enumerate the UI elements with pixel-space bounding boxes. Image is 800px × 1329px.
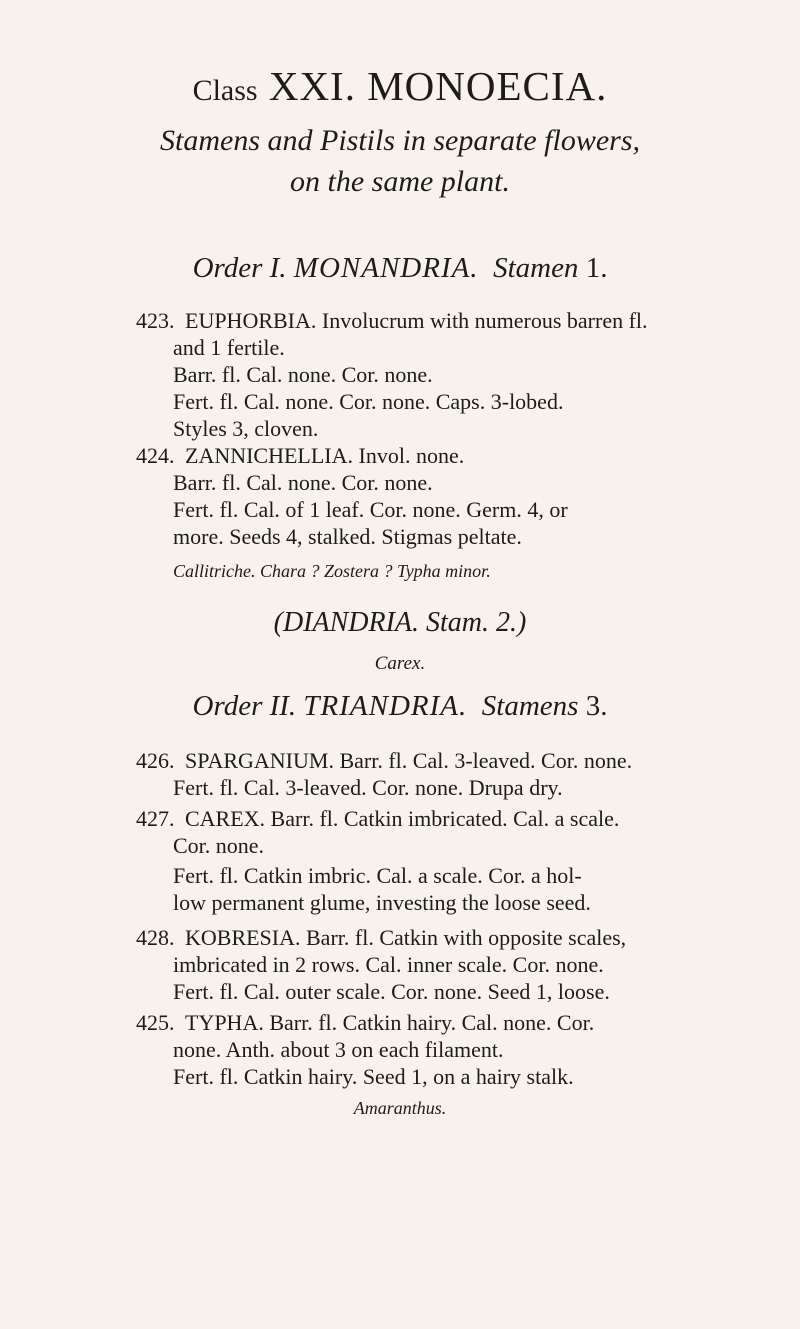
class-label: Class	[192, 74, 258, 107]
entry-line: Styles 3, cloven.	[173, 416, 319, 441]
entry-line: Fert. fl. Cal. outer scale. Cor. none. Seed 1, loose.	[173, 979, 610, 1004]
class-number: XXI.	[268, 63, 356, 109]
entry-line: CAREX. Barr. fl. Catkin imbricated. Cal. a scale.	[185, 806, 620, 831]
entry-line: Barr. fl. Cal. none. Cor. none.	[173, 362, 433, 387]
entry-line: EUPHORBIA. Involucrum with numerous barren fl.	[185, 308, 648, 333]
order-2-stamen-label: Stamens	[481, 690, 579, 722]
entry-line: more. Seeds 4, stalked. Stigmas peltate.	[173, 524, 522, 549]
entry-line: SPARGANIUM. Barr. fl. Cal. 3-leaved. Cor. none.	[185, 748, 633, 773]
entry-line: TYPHA. Barr. fl. Catkin hairy. Cal. none. Cor.	[185, 1010, 595, 1035]
entry-line: Fert. fl. Cal. 3-leaved. Cor. none. Drupa dry.	[173, 775, 563, 800]
entry-line: and 1 fertile.	[173, 335, 285, 360]
order-1-stamen-count: 1.	[585, 252, 608, 284]
class-name: MONOECIA.	[367, 63, 608, 109]
subtitle-line-1: Stamens and Pistils in separate flowers,	[160, 124, 640, 157]
order-1-label: Order I.	[192, 252, 287, 284]
order-2-stamen-count: 3.	[585, 690, 608, 722]
entry-number: 427.	[136, 806, 175, 831]
entry-number: 425.	[136, 1010, 175, 1035]
entry-number: 424.	[136, 443, 175, 468]
footer-note: Amaranthus.	[353, 1098, 447, 1118]
entry-line: none. Anth. about 3 on each filament.	[173, 1037, 504, 1062]
subtitle-line-2: on the same plant.	[290, 165, 510, 198]
entry-line: Fert. fl. Cal. none. Cor. none. Caps. 3-lobed.	[173, 389, 564, 414]
order-1-heading	[0, 252, 800, 285]
order-2-heading	[0, 690, 800, 723]
entry-line: imbricated in 2 rows. Cal. inner scale. Cor. none.	[173, 952, 604, 977]
entry-number: 423.	[136, 308, 175, 333]
class-heading	[0, 62, 800, 110]
entry-line: KOBRESIA. Barr. fl. Catkin with opposite scales,	[185, 925, 627, 950]
entry-number: 428.	[136, 925, 175, 950]
carex-note: Carex.	[374, 653, 426, 674]
entry-line: Fert. fl. Cal. of 1 leaf. Cor. none. Germ. 4, or	[173, 497, 568, 522]
entry-line: Cor. none.	[173, 833, 265, 858]
order-2-name: TRIANDRIA.	[303, 690, 468, 722]
entry-line: Fert. fl. Catkin hairy. Seed 1, on a hairy stalk.	[173, 1064, 574, 1089]
entry-number: 426.	[136, 748, 175, 773]
entry-line: Barr. fl. Cal. none. Cor. none.	[173, 470, 433, 495]
order-1-stamen-label: Stamen	[493, 252, 579, 284]
entry-line: ZANNICHELLIA. Invol. none.	[185, 443, 465, 468]
diandria-heading: (DIANDRIA. Stam. 2.)	[273, 607, 527, 638]
order-1-species-list: Callitriche. Chara ? Zostera ? Typha minor.	[173, 561, 491, 581]
order-2-label: Order II.	[192, 690, 297, 722]
order-1-name: MONANDRIA.	[293, 252, 479, 284]
entry-line: low permanent glume, investing the loose seed.	[173, 890, 591, 915]
entry-line: Fert. fl. Catkin imbric. Cal. a scale. Cor. a hol-	[173, 863, 582, 888]
